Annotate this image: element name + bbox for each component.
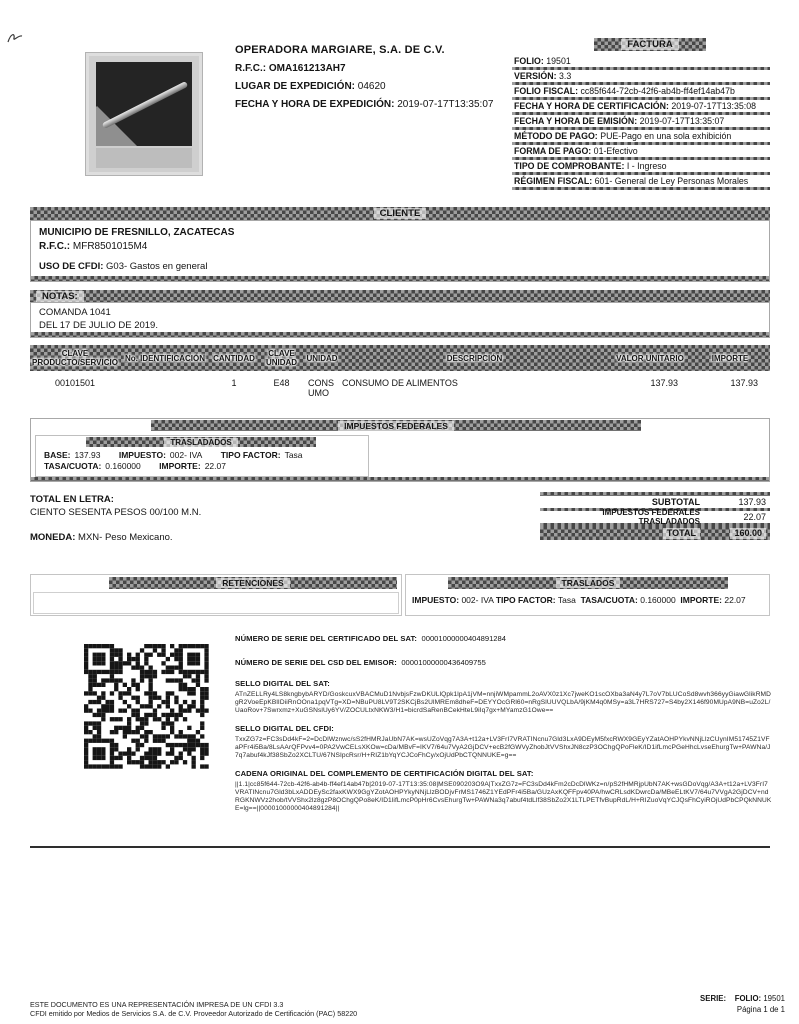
- field-label: FORMA DE PAGO:: [514, 146, 592, 156]
- num-cert-label: NÚMERO DE SERIE DEL CERTIFICADO DEL SAT:: [235, 634, 418, 643]
- field-label: TIPO DE COMPROBANTE:: [514, 161, 625, 171]
- cliente-band: [30, 207, 770, 220]
- row-divider: [512, 142, 770, 145]
- header-importe: IMPORTE: [711, 353, 749, 363]
- cliente-title: CLIENTE: [374, 208, 427, 219]
- field-label: FECHA Y HORA DE CERTIFICACIÓN:: [514, 101, 669, 111]
- field-label: RÉGIMEN FISCAL:: [514, 176, 593, 186]
- footer-divider: [30, 846, 770, 848]
- subtotal-row: [540, 496, 770, 508]
- emisor-rfc-value: OMA161213AH7: [268, 63, 346, 74]
- tipo-factor-value: Tasa: [284, 450, 303, 460]
- impuestos-box: [30, 418, 770, 482]
- total-letra-value: CIENTO SESENTA PESOS 00/100 M.N.: [30, 507, 202, 518]
- moneda-line: [30, 532, 330, 543]
- field-label: FOLIO:: [514, 56, 544, 66]
- cell-valor-unitario: 137.93: [650, 378, 678, 388]
- emisor-lugar-label: LUGAR DE EXPEDICIÓN:: [235, 81, 356, 92]
- field-label: FECHA Y HORA DE EMISIÓN:: [514, 116, 638, 126]
- trasladados-title: TRASLADADOS: [164, 438, 237, 447]
- pagina-line: Página 1 de 1: [736, 1005, 785, 1014]
- factura-field-version: [512, 71, 770, 85]
- traslados-title: TRASLADOS: [556, 578, 621, 588]
- logo-pen-shape: [102, 81, 188, 129]
- footer-left: [30, 1000, 450, 1018]
- total-letra-label: TOTAL EN LETRA:: [30, 494, 114, 505]
- field-value: cc85f644-72cb-42f6-ab4b-ff4ef14ab47b: [580, 86, 735, 96]
- footer-linea1: ESTE DOCUMENTO ES UNA REPRESENTACIÓN IMPRESA DE UN CFDI 3.3: [30, 1000, 284, 1009]
- sello-cfdi-label: SELLO DIGITAL DEL CFDI:: [235, 724, 334, 733]
- factura-field-forma-pago: [512, 146, 770, 160]
- factura-field-fecha-emision: [512, 116, 770, 130]
- impuestos-title: IMPUESTOS FEDERALES: [338, 421, 454, 431]
- cell-clave-unidad: E48: [273, 378, 290, 388]
- trasladados-band: [86, 437, 316, 447]
- emisor-rfc-line: [235, 63, 520, 74]
- logo-photo: [96, 62, 192, 146]
- impuestos-trasladados-label: IMPUESTOS FEDERALES TRASLADADOS: [602, 508, 700, 526]
- header-cantidad: CANTIDAD: [213, 353, 255, 363]
- traslado-impuesto-label: IMPUESTO:: [412, 595, 460, 605]
- row-divider: [512, 82, 770, 85]
- logo-matte: [96, 148, 192, 168]
- emisor-block: [235, 44, 520, 110]
- sat-block: [235, 628, 772, 813]
- subtotal-value: 137.93: [738, 497, 766, 507]
- footer-right: [590, 994, 785, 1014]
- concepto-row: [30, 371, 770, 398]
- traslado-importe-value: 22.07: [724, 595, 746, 605]
- cell-no-identificacion: [120, 378, 210, 398]
- cell-cantidad: 1: [231, 378, 237, 388]
- pen-scribble: [6, 30, 28, 51]
- importe-value: 22.07: [204, 461, 226, 471]
- cadena-value: ||1.1|cc85f644-72cb-42f6-ab4b-ff4ef14ab47b|2019-07-17T13:35:08|MSE090203O9A|TxxZG7z=FC3sDd4kFm2cDcDlWKz=n/pS2fHMRjpUbN7AK+wsGDoVqg/A3A+t12a+LV3FrI7VRATINcnu7Gld3bLxADDEySc2faxKWX9GgYZotAOHPYkyNNjLlzBODjvFrMS1746Z1YEdPFr4i5Ba/GUzAxKQFFpv40PA/hwCRLsdKDwrcDa/MBeELtKV7/64u7VVgA2GjDCV+ndRGKNWVz2hob/tVVShx2lz8gzP8OChgQPo8eK/ID1lifLmcP0pHr6CvsEhurgTw+PAWNa3q7abuf4tdLlf38SbZo2X1LTLPETfvBupRdL/H+RIZuoVqYCJQsFhCyiROjUdPbCPQkNNUKE=lg==||00001000000404891284||: [235, 781, 772, 812]
- total-label: TOTAL: [663, 528, 700, 539]
- serie-folio-line: [590, 994, 785, 1003]
- header-valor-unitario: VALOR UNITARIO: [616, 353, 684, 363]
- sello-sat-label: SELLO DIGITAL DEL SAT:: [235, 679, 330, 688]
- cliente-uso-line: [39, 261, 769, 272]
- cliente-rfc-label: R.F.C.:: [39, 241, 71, 252]
- retenciones-empty: [33, 592, 399, 614]
- cliente-rfc-value: MFR8501015M4: [72, 241, 148, 252]
- num-cert-line: [235, 628, 772, 646]
- impuestos-trasladados-value: 22.07: [743, 512, 766, 522]
- field-label: MÉTODO DE PAGO:: [514, 131, 598, 141]
- field-label: FOLIO FISCAL:: [514, 86, 579, 96]
- row-divider: [512, 112, 770, 115]
- cell-clave: 00101501: [54, 378, 96, 388]
- traslado-impuesto-value: 002- IVA: [461, 595, 494, 605]
- field-value: 3.3: [558, 71, 572, 81]
- factura-field-folio: [512, 56, 770, 70]
- footer-linea2: CFDI emitido por Medios de Servicios S.A. de C.V. Proveedor Autorizado de Certificación (PAC) 58220: [30, 1009, 358, 1018]
- row-divider: [512, 157, 770, 160]
- company-logo: [85, 52, 203, 176]
- cadena-label: CADENA ORIGINAL DEL COMPLEMENTO DE CERTIFICACIÓN DIGITAL DEL SAT:: [235, 769, 534, 778]
- folio-value: 19501: [763, 994, 785, 1003]
- traslados-band: [448, 577, 728, 589]
- notas-box: [30, 302, 770, 338]
- factura-title: FACTURA: [621, 39, 678, 50]
- impuestos-linea1: [36, 450, 368, 461]
- num-csd-line: [235, 652, 772, 670]
- traslado-tipo-factor-value: Tasa: [557, 595, 576, 605]
- total-value-wrap: [714, 528, 766, 539]
- factura-field-folio-fiscal: [512, 86, 770, 100]
- subtotal-label: SUBTOTAL: [651, 497, 700, 507]
- notas-linea2: DEL 17 DE JULIO DE 2019.: [39, 320, 158, 331]
- retenciones-title: RETENCIONES: [216, 578, 289, 588]
- traslado-tasa-value: 0.160000: [640, 595, 676, 605]
- retenciones-band: [109, 577, 397, 589]
- cell-importe: 137.93: [730, 378, 758, 388]
- num-csd-value: 00001000000436409755: [401, 658, 486, 667]
- traslado-tasa-label: TASA/CUOTA:: [580, 595, 638, 605]
- qr-code: [82, 642, 212, 772]
- header-clave-producto: CLAVE PRODUCTO/SERVICIO: [32, 349, 118, 367]
- impuestos-trasladados-row: [540, 508, 770, 526]
- cliente-uso-value: G03- Gastos en general: [106, 261, 208, 272]
- impuesto-value: 002- IVA: [169, 450, 203, 460]
- field-label: VERSIÓN:: [514, 71, 557, 81]
- notas-title: NOTAS:: [36, 291, 84, 302]
- num-csd-label: NÚMERO DE SERIE DEL CSD DEL EMISOR:: [235, 658, 397, 667]
- totals-box: [540, 492, 770, 540]
- total-letra-block: [30, 494, 330, 543]
- row-divider: [512, 67, 770, 70]
- total-label-wrap: [544, 528, 700, 539]
- field-value: 19501: [546, 56, 571, 66]
- factura-field-tipo-comprobante: [512, 161, 770, 175]
- total-row: [540, 526, 770, 540]
- impuestos-band: [151, 420, 641, 431]
- traslado-importe-label: IMPORTE:: [680, 595, 722, 605]
- factura-field-regimen-fiscal: [512, 176, 770, 190]
- emisor-name: OPERADORA MARGIARE, S.A. DE C.V.: [235, 44, 445, 56]
- tasa-value: 0.160000: [105, 461, 141, 471]
- retenciones-box: [30, 574, 402, 616]
- row-divider: [512, 172, 770, 175]
- moneda-label: MONEDA:: [30, 532, 76, 543]
- traslados-detalle: [412, 595, 746, 605]
- tipo-factor-label: TIPO FACTOR:: [220, 450, 281, 460]
- notas-band: [30, 290, 770, 302]
- notas-linea1: COMANDA 1041: [39, 307, 111, 318]
- field-value: 601- General de Ley Personas Morales: [594, 176, 749, 186]
- row-divider: [512, 97, 770, 100]
- header-unidad: UNIDAD: [306, 353, 338, 363]
- num-cert-value: 00001000000404891284: [421, 634, 506, 643]
- impuestos-bottom-strip: [31, 477, 769, 481]
- conceptos-header: [30, 345, 770, 371]
- emisor-fecha-value: 2019-07-17T13:35:07: [397, 99, 494, 110]
- cell-unidad: CONSUMO: [308, 378, 335, 398]
- serie-label: SERIE:: [700, 994, 727, 1003]
- sello-cfdi-value: TxxZG7z=FC3sDd4kF=2=DcDlWznwc/sS2fHMRJaUbN7AK=wsUZoVqg7A3A+t12a+LV3FrI7VRATINcnu7Gld3LxA9DEyM5fxcRWX9GEyYZatAOHPYkvNNjLlzCUynIM51745Z1VFaPFr4i5Ba/8LsAArQFPvv4=0PA2VwCELsXKOw=cDa/MBvF=IKV7/64u7VyA2GjDCV+ecB2fGWVyZhobJtVVShxJN8czP3OChgQPoFleK/ID1ifLmcPGeHhcLvseEhurgTw+PAWNa/J7q7abuf4kJf38SbZo2XCLTU/67NSIpcRsr/H+RIZ1bYqYCJCoFhCy/xOjUdPbCTQNNUKE=g==: [235, 736, 771, 759]
- traslados-box: [405, 574, 770, 616]
- impuesto-label: IMPUESTO:: [118, 450, 166, 460]
- factura-panel: [512, 38, 770, 191]
- row-divider: [512, 127, 770, 130]
- row-divider: [512, 187, 770, 190]
- field-value: 2019-07-17T13:35:07: [639, 116, 725, 126]
- importe-label: IMPORTE:: [159, 461, 201, 471]
- factura-field-fecha-certificacion: [512, 101, 770, 115]
- cell-descripcion: CONSUMO DE ALIMENTOS: [342, 378, 458, 388]
- cliente-nombre: MUNICIPIO DE FRESNILLO, ZACATECAS: [39, 227, 235, 238]
- header-descripcion: DESCRIPCIÓN: [446, 353, 503, 363]
- factura-fields: [512, 56, 770, 190]
- field-value: PUE-Pago en una sola exhibición: [600, 131, 732, 141]
- base-value: 137.93: [74, 450, 101, 460]
- folio-label: FOLIO:: [734, 994, 762, 1003]
- moneda-value: MXN- Peso Mexicano.: [78, 532, 173, 543]
- emisor-fecha-label: FECHA Y HORA DE EXPEDICIÓN:: [235, 99, 395, 110]
- cliente-box: [30, 220, 770, 282]
- field-value: 01-Efectivo: [593, 146, 638, 156]
- factura-title-band: [594, 38, 706, 51]
- cliente-bottom-strip: [31, 276, 769, 281]
- cliente-uso-label: USO DE CFDI:: [39, 261, 104, 272]
- cliente-rfc-line: [39, 241, 769, 252]
- factura-field-metodo-pago: [512, 131, 770, 145]
- emisor-fecha-line: [235, 99, 520, 110]
- emisor-rfc-label: R.F.C.:: [235, 63, 267, 74]
- emisor-lugar-value: 04620: [357, 81, 386, 92]
- base-label: BASE:: [44, 450, 71, 460]
- traslado-tipo-factor-label: TIPO FACTOR:: [495, 595, 556, 605]
- trasladados-subbox: [35, 435, 369, 477]
- total-value: 160.00: [730, 528, 766, 539]
- tasa-label: TASA/CUOTA:: [44, 461, 102, 471]
- header-clave-unidad: CLAVE UNIDAD: [265, 349, 298, 367]
- emisor-lugar-line: [235, 81, 520, 92]
- field-value: I - Ingreso: [626, 161, 667, 171]
- header-no-identificacion: No. IDENTIFICACIÓN: [125, 353, 205, 363]
- sello-sat-value: ATnZELLRy4LS8kngbybARYD/GoskcuxVBACMuD1NvbjsFzwDKULlQpk1lpA1jVM=nnjiWMpammL2oAVX0z1Xc7jweKO1scOXba3aN4y7L7oV7bLUCoSd8wvh366yyGiawGlikRMDgR2VoeEpKBlIDiiRnOOna1pqVTg=XD=NBuPU8LV9T2SKCjBs2UlMREm8dheF=DEYYOcGRl60=nRgSlUUVQLbA/9jKM4q0MSy=a3L7HRS727=S4by2X146f90MUpA9NB=uZo2L/UaoRov+7Swrxmz+XuGSNslUy6YV/ZOCULtxNKW3/H1=bicrdSaRenBCekHteL9iIq7gx+MYamzG1Owe==: [235, 691, 772, 714]
- notas-bottom-strip: [31, 332, 769, 337]
- field-value: 2019-07-17T13:35:08: [671, 101, 757, 111]
- impuestos-linea2: [36, 461, 368, 472]
